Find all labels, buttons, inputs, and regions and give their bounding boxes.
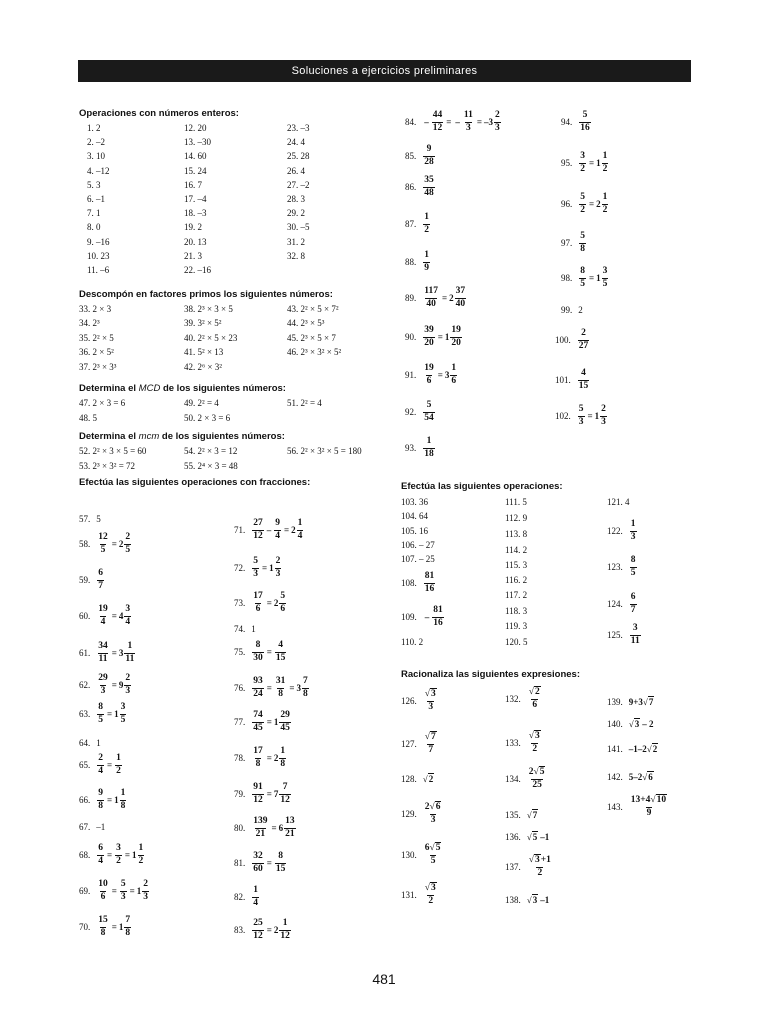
list-item: 104. 64: [401, 511, 428, 521]
list-item: 50. 2 × 3 = 6: [184, 412, 231, 423]
list-item: 136. √5 –1: [505, 832, 550, 842]
list-item: 109. – 81 16: [401, 605, 443, 628]
list-item: 19. 2: [184, 222, 202, 233]
list-item: 89. $\frac{117}{40}$ = 2 37 40: [405, 286, 466, 309]
list-item: 67. –1: [79, 822, 106, 832]
list-item: 90. $\frac{39}{20}$ = 1 19 20: [405, 325, 461, 348]
list-item: 73. $\frac{17}{6}$ = 2 5 6: [234, 591, 286, 614]
list-item: 82. 1 4: [234, 885, 258, 908]
list-item: 47. 2 × 3 = 6: [79, 398, 126, 408]
list-item: 140. √3 – 2: [607, 719, 654, 729]
list-item: 2. –2: [87, 137, 105, 148]
list-item: 80. $\frac{139}{21}$ = 6 13 21: [234, 816, 295, 839]
list-item: 143. 13+4√10 9: [607, 795, 667, 818]
list-item: 139. 9+3√7: [607, 697, 654, 707]
list-item: 134. 2√5 25: [505, 767, 545, 790]
list-item: 76. $\frac{93}{24}$ = $\frac{31}{8}$ = 3 7 8: [234, 676, 308, 699]
list-item: 3. 10: [87, 151, 105, 162]
list-item: 79. $\frac{91}{12}$ = 7 7 12: [234, 782, 290, 805]
list-item: 25. 28: [287, 151, 310, 162]
list-item: 114. 2: [505, 545, 528, 555]
list-item: 94. 5 16: [561, 110, 590, 133]
list-item: 83. $\frac{25}{12}$ = 2 1 12: [234, 918, 290, 941]
list-item: 65. $\frac{2}{4}$ = $\frac{1}{2}$: [79, 753, 121, 776]
list-item: 132. √2 6: [505, 687, 540, 710]
list-item: 52. 2² × 3 × 5 = 60: [79, 446, 147, 456]
list-item: 78. $\frac{17}{8}$ = 2 1 8: [234, 746, 286, 769]
list-item: 45. 2³ × 5 × 7: [287, 332, 336, 343]
list-item: 91. $\frac{19}{6}$ = 3 1 6: [405, 363, 457, 386]
heading-operaciones: Efectúa las siguientes operaciones:: [401, 481, 563, 492]
list-item: 77. $\frac{74}{45}$ = 1 29 45: [234, 710, 290, 733]
list-item: 35. 2² × 5: [79, 332, 114, 343]
list-item: 58. $\frac{12}{5}$ = 2 2 5: [79, 532, 131, 555]
list-item: 54. 2² × 3 = 12: [184, 446, 238, 456]
list-item: 31. 2: [287, 236, 305, 247]
list-item: 60. $\frac{19}{4}$ = 4 3 4: [79, 604, 131, 627]
list-item: 32. 8: [287, 250, 305, 261]
list-item: 38. 2³ × 3 × 5: [184, 304, 233, 314]
list-item: 51. 2² = 4: [287, 398, 322, 408]
heading-mcm: Determina el mcm de los siguientes números:: [79, 431, 285, 442]
list-item: 122. 1 3: [607, 519, 636, 542]
list-item: 33. 2 × 3: [79, 304, 112, 314]
list-item: 36. 2 × 5²: [79, 347, 114, 358]
list-item: 81. $\frac{32}{60}$ = $\frac{8}{15}$: [234, 851, 286, 874]
list-item: 75. $\frac{8}{30}$ = $\frac{4}{15}$: [234, 640, 286, 663]
list-item: 16. 7: [184, 179, 202, 190]
list-item: 130. 6√5 5: [401, 843, 441, 866]
heading-factores: Descompón en factores primos los siguientes números:: [79, 289, 333, 300]
list-item: 66. $\frac{9}{8}$ = 1 1 8: [79, 788, 126, 811]
list-item: 7. 1: [87, 208, 101, 219]
list-item: 93. 1 18: [405, 436, 434, 459]
list-item: 9. –16: [87, 236, 110, 247]
list-item: 142. 5–2√6: [607, 772, 653, 782]
list-item: 14. 60: [184, 151, 207, 162]
list-item: 86. 35 48: [405, 175, 434, 198]
list-item: 68. $\frac{6}{4}$ = $\frac{3}{2}$ = 1 1 2: [79, 843, 144, 866]
list-item: 118. 3: [505, 606, 528, 616]
list-item: 141. –1–2√2: [607, 744, 658, 754]
list-item: 101. 4 15: [555, 368, 589, 391]
list-item: 121. 4: [607, 497, 630, 507]
list-item: 110. 2: [401, 637, 424, 647]
list-item: 49. 2² = 4: [184, 398, 219, 408]
list-item: 53. 2³ × 3² = 72: [79, 460, 136, 471]
list-item: 113. 8: [505, 529, 528, 539]
list-item: 84. – $\frac{44}{12}$ = – $\frac{11}{3}$ = –3 2 3: [405, 110, 500, 133]
list-item: 117. 2: [505, 590, 528, 600]
list-item: 87. 1 2: [405, 212, 429, 235]
list-item: 28. 3: [287, 194, 305, 204]
list-item: 59. 6 7: [79, 568, 103, 591]
list-item: 108. 81 16: [401, 571, 435, 594]
list-item: 85. 9 28: [405, 144, 434, 167]
list-item: 42. 2⁶ × 3²: [184, 361, 222, 372]
list-item: 92. 5 54: [405, 400, 434, 423]
list-item: 69. $\frac{10}{6}$ = $\frac{5}{3}$ = 1 2 3: [79, 879, 149, 902]
list-item: 74. 1: [234, 624, 256, 634]
list-item: 98. $\frac{8}{5}$ = 1 3 5: [561, 266, 608, 289]
list-item: 119. 3: [505, 621, 528, 631]
list-item: 127. √7 7: [401, 732, 436, 755]
heading-fracciones: Efectúa las siguientes operaciones con fracciones:: [79, 477, 311, 488]
list-item: 124. 6 7: [607, 592, 636, 615]
list-item: 44. 2³ × 5³: [287, 318, 325, 329]
page-title-banner: [78, 60, 691, 82]
list-item: 1. 2: [87, 123, 101, 133]
list-item: 137. √3+1 2: [505, 855, 551, 878]
list-item: 18. –3: [184, 208, 207, 219]
list-item: 97. 5 8: [561, 231, 585, 254]
heading-enteros: Operaciones con números enteros:: [79, 108, 239, 119]
list-item: 128. √2: [401, 774, 434, 784]
list-item: 10. 23: [87, 250, 110, 261]
list-item: 61. $\frac{34}{11}$ = 3 1 11: [79, 641, 135, 664]
list-item: 62. $\frac{29}{3}$ = 9 2 3: [79, 673, 131, 696]
list-item: 96. $\frac{5}{2}$ = 2 1 2: [561, 192, 608, 215]
list-item: 34. 2³: [79, 318, 100, 329]
list-item: 43. 2² × 5 × 7²: [287, 304, 339, 314]
list-item: 41. 5² × 13: [184, 347, 224, 358]
list-item: 123. 8 5: [607, 555, 636, 578]
list-item: 27. –2: [287, 179, 310, 190]
list-item: 55. 2⁴ × 3 = 48: [184, 460, 238, 471]
list-item: 105. 16: [401, 526, 428, 536]
list-item: 22. –16: [184, 265, 211, 275]
list-item: 37. 2³ × 3³: [79, 361, 117, 372]
list-mcm: [79, 442, 399, 472]
list-item: 13. –30: [184, 137, 211, 148]
list-item: 57. 5: [79, 514, 101, 524]
list-item: 88. 1 9: [405, 250, 429, 273]
list-item: 8. 0: [87, 222, 101, 233]
list-item: 103. 36: [401, 497, 428, 507]
list-item: 40. 2² × 5 × 23: [184, 332, 238, 343]
list-item: 102. $\frac{5}{3}$ = 1 2 3: [555, 404, 606, 427]
list-item: 120. 5: [505, 637, 528, 647]
list-item: 4. –12: [87, 165, 110, 176]
list-item: 131. √3 2: [401, 883, 436, 906]
list-item: 11. –6: [87, 265, 110, 275]
list-item: 106. – 27: [401, 540, 435, 550]
list-item: 99. 2: [561, 305, 583, 315]
heading-mcd: Determina el MCD de los siguientes números:: [79, 383, 286, 394]
list-item: 48. 5: [79, 412, 97, 423]
list-item: 138. √3 –1: [505, 895, 550, 905]
list-item: 23. –3: [287, 123, 310, 133]
list-item: 17. –4: [184, 194, 207, 204]
list-item: 30. –5: [287, 222, 310, 233]
list-item: 116. 2: [505, 575, 528, 585]
list-item: 126. √3 3: [401, 689, 436, 712]
list-item: 15. 24: [184, 165, 207, 176]
list-item: 46. 2³ × 3² × 5²: [287, 347, 342, 358]
list-item: 63. $\frac{8}{5}$ = 1 3 5: [79, 702, 126, 725]
list-item: 20. 13: [184, 236, 207, 247]
list-item: 5. 3: [87, 179, 101, 190]
left-column: [79, 108, 399, 488]
list-item: 39. 3² × 5²: [184, 318, 222, 329]
page-number: 481: [372, 971, 396, 987]
list-item: 135. √7: [505, 810, 538, 820]
list-item: 100. 2 27: [555, 328, 589, 351]
list-item: 71. 27 12 – $\frac{9}{4}$ = 2 1 4: [234, 518, 303, 541]
list-item: 111. 5: [505, 497, 527, 507]
list-item: 115. 3: [505, 560, 528, 570]
list-enteros: [79, 119, 399, 284]
list-item: 70. $\frac{15}{8}$ = 1 7 8: [79, 915, 131, 938]
list-item: 95. $\frac{3}{2}$ = 1 1 2: [561, 151, 608, 174]
list-item: 29. 2: [287, 208, 305, 219]
list-item: 24. 4: [287, 137, 305, 148]
list-item: 133. √3 2: [505, 731, 540, 754]
list-item: 72. $\frac{5}{3}$ = 1 2 3: [234, 556, 281, 579]
heading-racionaliza: Racionaliza las siguientes expresiones:: [401, 669, 580, 680]
list-item: 21. 3: [184, 250, 202, 261]
list-item: 26. 4: [287, 165, 305, 176]
list-item: 64. 1: [79, 738, 101, 748]
list-factores: [79, 300, 399, 378]
list-item: 12. 20: [184, 123, 207, 133]
page-title: Soluciones a ejercicios preliminares: [291, 65, 478, 77]
list-item: 112. 9: [505, 513, 528, 523]
list-item: 56. 2² × 3² × 5 = 180: [287, 446, 362, 456]
list-item: 129. 2√6 3: [401, 802, 441, 825]
list-item: 107. – 25: [401, 554, 435, 564]
list-item: 6. –1: [87, 194, 105, 204]
list-item: 125. 3 11: [607, 623, 640, 646]
list-mcd: [79, 394, 399, 426]
